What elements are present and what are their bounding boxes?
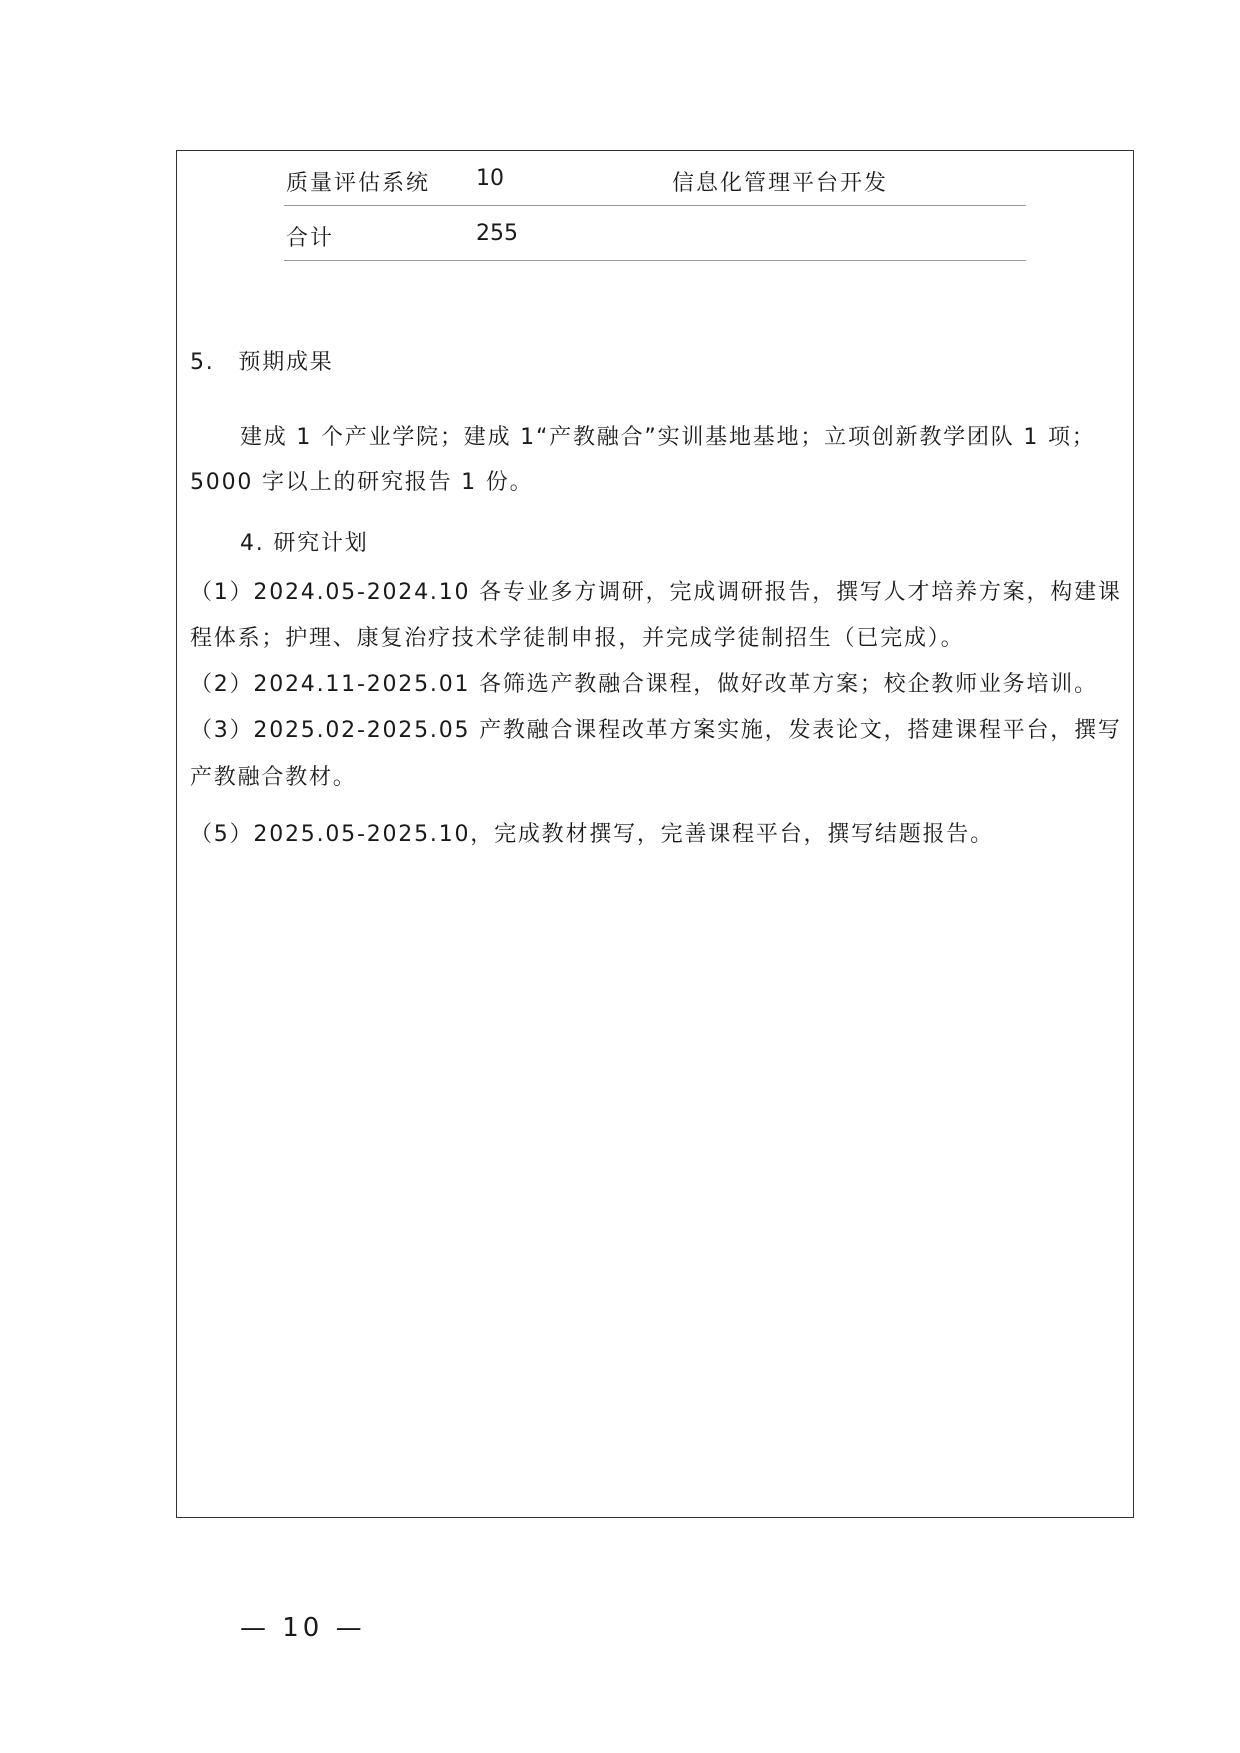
- page-number: — 10 —: [240, 1613, 366, 1643]
- paragraph-line: 5000 字以上的研究报告 1 份。: [190, 470, 534, 495]
- section-heading-expected-results: 5. 预期成果: [190, 350, 334, 375]
- amount-cell: 10: [476, 166, 504, 191]
- table-row: [284, 206, 1026, 261]
- plan-line: （3）2025.02-2025.05 产教融合课程改革方案实施，发表论文，搭建课程平台，撰写: [190, 718, 1122, 743]
- paragraph-line: 建成 1 个产业学院；建成 1“产教融合”实训基地基地；立项创新教学团队 1 项；: [240, 425, 1096, 450]
- plan-line: （5）2025.05-2025.10，完成教材撰写，完善课程平台，撰写结题报告。: [190, 822, 994, 847]
- plan-line: 程体系；护理、康复治疗技术学徒制申报，并完成学徒制招生（已完成）。: [190, 626, 965, 651]
- plan-line: （2）2024.11-2025.01 各筛选产教融合课程，做好改革方案；校企教师业务培训。: [190, 672, 1098, 697]
- note-cell: 信息化管理平台开发: [672, 171, 889, 196]
- section-heading-research-plan: 4. 研究计划: [240, 531, 369, 556]
- amount-cell: 255: [476, 221, 518, 246]
- item-cell: 质量评估系统: [286, 171, 431, 196]
- plan-line: （1）2024.05-2024.10 各专业多方调研，完成调研报告，撰写人才培养方案，构建课: [190, 580, 1122, 605]
- item-cell: 合计: [286, 226, 335, 251]
- table-row: [284, 151, 1026, 206]
- plan-line: 产教融合教材。: [190, 765, 357, 790]
